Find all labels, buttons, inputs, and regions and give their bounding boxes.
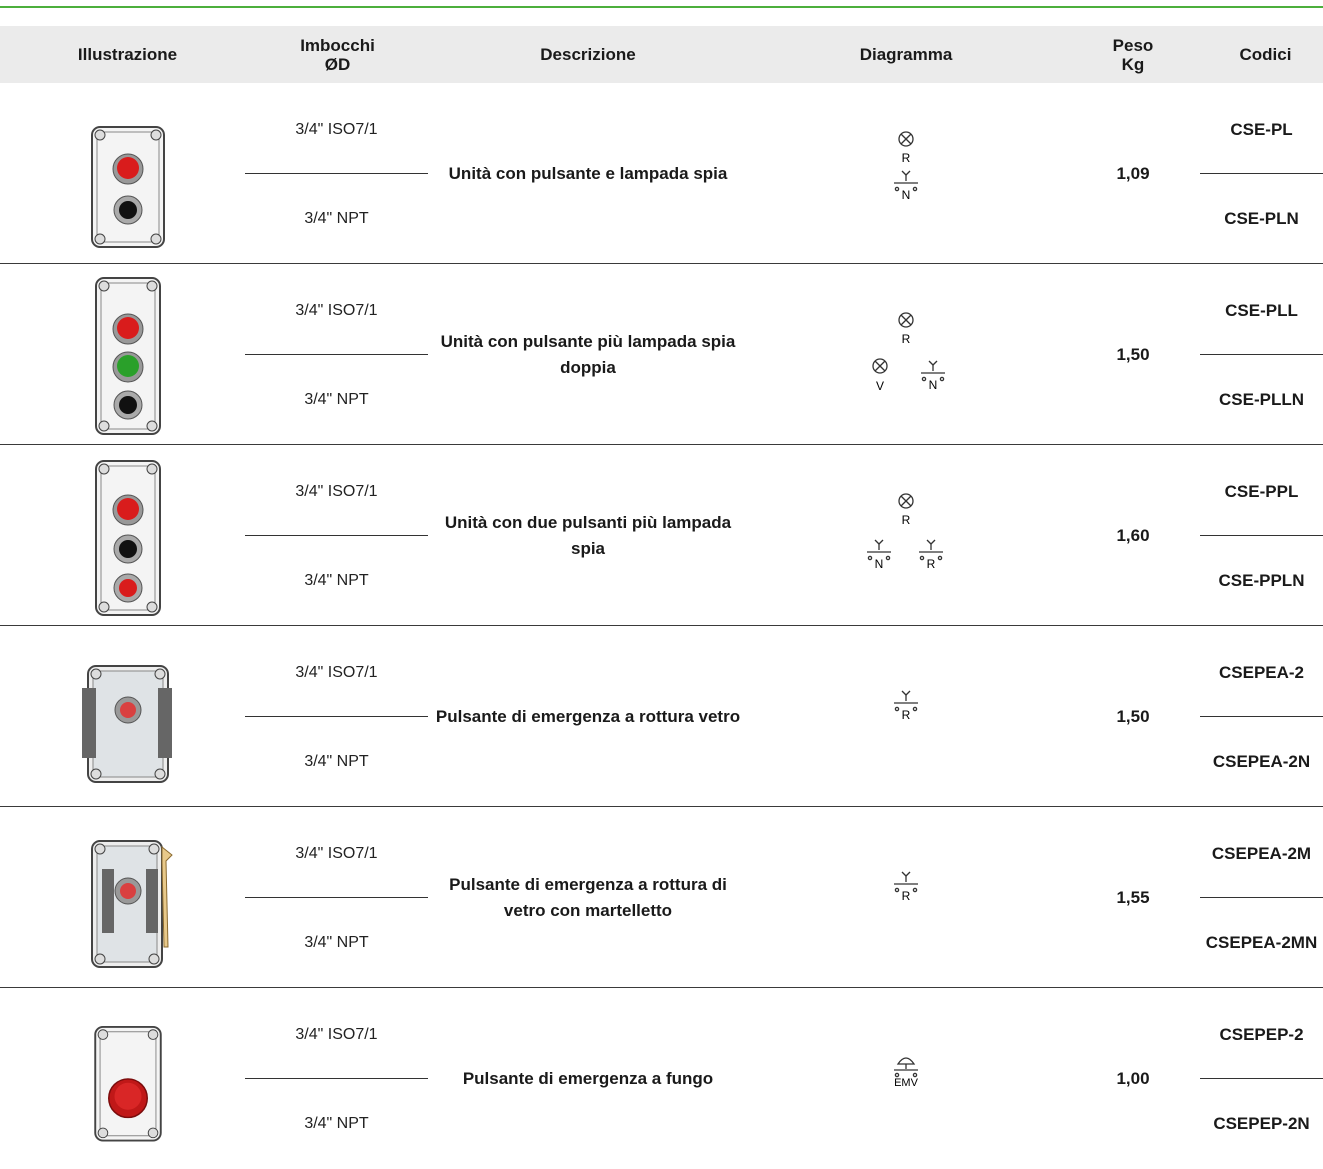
codice-1: CSE-PLL	[1225, 301, 1298, 320]
codice-2: CSE-PLLN	[1219, 390, 1304, 409]
descrizione: Unità con pulsante più lampada spia doppia	[440, 331, 736, 377]
table-row	[0, 988, 1323, 1162]
divider	[245, 535, 428, 536]
mushroom-button-box-illustration	[82, 998, 174, 1156]
table-row	[0, 83, 1323, 264]
diagram-label: N	[874, 557, 884, 571]
header-imbocchi	[270, 26, 405, 83]
lamp-symbol-icon	[873, 359, 887, 373]
descrizione: Unità con due pulsanti più lampada spia	[444, 512, 732, 558]
codice-1: CSEPEA-2M	[1211, 844, 1312, 863]
diagram-label: V	[875, 379, 885, 393]
diagram-label: N	[928, 378, 938, 392]
peso: 1,60	[1116, 525, 1150, 545]
divider	[245, 716, 428, 717]
imbocco-npt: 3/4" NPT	[304, 391, 369, 408]
codice-1: CSEPEA-2	[1218, 663, 1305, 682]
divider	[245, 354, 428, 355]
imbocco-npt: 3/4" NPT	[304, 210, 369, 227]
header-descrizione: Descrizione	[540, 45, 636, 64]
diagram-label: R	[901, 332, 911, 346]
codice-2: CSE-PLN	[1224, 209, 1299, 228]
mushroom-pushbutton-symbol-icon	[894, 1058, 918, 1077]
control-box-illustration	[82, 93, 174, 257]
header-imbocchi-line2: ØD	[324, 54, 351, 74]
divider	[245, 173, 428, 174]
descrizione: Pulsante di emergenza a fungo	[462, 1068, 714, 1088]
header-illustrazione: Illustrazione	[77, 45, 178, 64]
codice-2: CSEPEA-2N	[1212, 752, 1311, 771]
codice-1: CSE-PL	[1230, 120, 1293, 139]
codice-2: CSEPEP-2N	[1213, 1114, 1310, 1133]
codice-2: CSEPEA-2MN	[1205, 933, 1318, 952]
control-box-illustration	[82, 455, 174, 619]
peso: 1,00	[1116, 1068, 1150, 1088]
descrizione: Unità con pulsante e lampada spia	[448, 163, 728, 183]
diagram-label: R	[901, 889, 911, 903]
control-box-illustration	[82, 274, 174, 438]
table-row	[0, 626, 1323, 807]
header-imbocchi-line1: Imbocchi	[300, 35, 375, 55]
wiring-diagram	[842, 481, 970, 601]
divider	[245, 897, 428, 898]
wiring-diagram	[842, 119, 970, 239]
diagram-label: R	[926, 557, 936, 571]
break-glass-hammer-box-illustration	[82, 817, 174, 981]
peso: 1,50	[1116, 706, 1150, 726]
imbocco-npt: 3/4" NPT	[304, 753, 369, 770]
wiring-diagram	[842, 300, 970, 420]
codice-1: CSE-PPL	[1224, 482, 1299, 501]
peso: 1,09	[1116, 163, 1150, 183]
imbocco-iso: 3/4" ISO7/1	[295, 845, 378, 862]
table-row	[0, 807, 1323, 988]
diagram-label: R	[901, 513, 911, 527]
divider	[1200, 535, 1323, 536]
imbocco-npt: 3/4" NPT	[304, 572, 369, 589]
accent-top-line	[0, 6, 1323, 8]
wiring-diagram	[842, 1024, 970, 1144]
lamp-symbol-icon	[899, 313, 913, 327]
diagram-label: R	[901, 151, 911, 165]
header-peso-line1: Peso	[1112, 35, 1154, 55]
diagram-label: EMV	[894, 1077, 918, 1089]
imbocco-npt: 3/4" NPT	[304, 1115, 369, 1132]
wiring-diagram	[842, 843, 970, 963]
peso: 1,55	[1116, 887, 1150, 907]
divider	[1200, 354, 1323, 355]
header-peso-line2: Kg	[1121, 54, 1145, 74]
header-diagramma: Diagramma	[859, 45, 953, 64]
diagram-label: R	[901, 708, 911, 722]
divider	[1200, 1078, 1323, 1079]
imbocco-npt: 3/4" NPT	[304, 934, 369, 951]
descrizione: Pulsante di emergenza a rottura vetro	[435, 706, 741, 726]
imbocco-iso: 3/4" ISO7/1	[295, 302, 378, 319]
descrizione: Pulsante di emergenza a rottura di vetro con martelletto	[449, 874, 727, 920]
divider	[1200, 173, 1323, 174]
lamp-symbol-icon	[899, 132, 913, 146]
divider	[245, 1078, 428, 1079]
divider	[1200, 897, 1323, 898]
wiring-diagram	[842, 662, 970, 782]
imbocco-iso: 3/4" ISO7/1	[295, 483, 378, 500]
table-header	[0, 26, 1323, 83]
header-codici: Codici	[1239, 45, 1292, 64]
diagram-label: N	[901, 188, 911, 202]
divider	[1200, 716, 1323, 717]
table-row	[0, 445, 1323, 626]
peso: 1,50	[1116, 344, 1150, 364]
codice-2: CSE-PPLN	[1218, 571, 1305, 590]
lamp-symbol-icon	[899, 494, 913, 508]
imbocco-iso: 3/4" ISO7/1	[295, 1026, 378, 1043]
break-glass-box-illustration	[82, 636, 174, 800]
codice-1: CSEPEP-2	[1219, 1025, 1304, 1044]
imbocco-iso: 3/4" ISO7/1	[295, 121, 378, 138]
imbocco-iso: 3/4" ISO7/1	[295, 664, 378, 681]
header-peso	[1085, 26, 1181, 83]
table-row	[0, 264, 1323, 445]
